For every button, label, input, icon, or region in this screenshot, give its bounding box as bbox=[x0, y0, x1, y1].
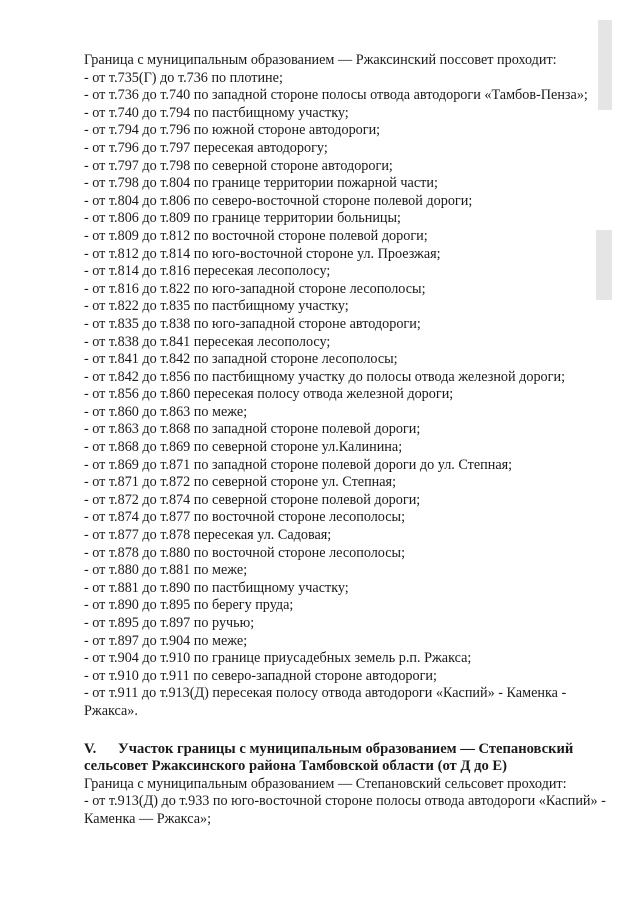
section-number: V. bbox=[84, 740, 97, 757]
boundary-segment: - от т.835 до т.838 по юго-западной стороне автодороги; bbox=[84, 315, 421, 332]
boundary-segment: - от т.877 до т.878 пересекая ул. Садовая; bbox=[84, 527, 332, 544]
boundary-segment: - от т.895 до т.897 по ручью; bbox=[84, 615, 255, 631]
boundary-segment: - от т.822 до т.835 по пастбищному участку; bbox=[84, 298, 349, 315]
boundary-segment: - от т.812 до т.814 по юго-восточной стороне ул. Проезжая; bbox=[84, 245, 441, 262]
boundary-segment: - от т.842 до т.856 по пастбищному участку до полосы отвода железной дороги; bbox=[84, 368, 566, 385]
boundary-segment: - от т.904 до т.910 по границе приусадебных земель р.п. Ржакса; bbox=[84, 650, 472, 667]
section-heading bbox=[84, 741, 614, 776]
boundary-segment: - от т.910 до т.911 по северо-западной стороне автодороги; bbox=[84, 667, 437, 684]
boundary-segment: - от т.868 до т.869 по северной стороне ул.Калинина; bbox=[84, 439, 403, 456]
boundary-segment: - от т.913(Д) до т.933 по юго-восточной стороне полосы отвода автодороги «Каспий» - Каменка — Ржакса»; bbox=[84, 793, 606, 827]
boundary-segment: - от т.794 до т.796 по южной стороне автодороги; bbox=[84, 122, 381, 139]
boundary-segment: - от т.856 до т.860 пересекая полосу отвода железной дороги; bbox=[84, 386, 454, 403]
boundary-segment: - от т.897 до т.904 по меже; bbox=[84, 632, 248, 649]
section-segment-list bbox=[84, 793, 614, 828]
boundary-segment: - от т.871 до т.872 по северной стороне ул. Степная; bbox=[84, 474, 397, 491]
boundary-segment: - от т.798 до т.804 по границе территории пожарной части; bbox=[84, 175, 438, 192]
document-page bbox=[84, 52, 614, 829]
boundary-segment: - от т.797 до т.798 по северной стороне автодороги; bbox=[84, 157, 393, 174]
boundary-segment: - от т.880 до т.881 по меже; bbox=[84, 562, 248, 579]
boundary-segment: - от т.806 до т.809 по границе территории больницы; bbox=[84, 210, 401, 227]
boundary-segment: - от т.869 до т.871 по западной стороне полевой дороги до ул. Степная; bbox=[84, 456, 513, 473]
boundary-segment: - от т.860 до т.863 по меже; bbox=[84, 403, 248, 420]
boundary-segment: - от т.841 до т.842 по западной стороне лесополосы; bbox=[84, 351, 398, 368]
boundary-segment: - от т.911 до т.913(Д) пересекая полосу отвода автодороги «Каспий» - Каменка - Ржакса». bbox=[84, 685, 567, 719]
boundary-segment: - от т.740 до т.794 по пастбищному участку; bbox=[84, 104, 349, 121]
section-title-text: Участок границы с муниципальным образованием — Степановский сельсовет Ржаксинского района Тамбовской области (от Д до Е) bbox=[84, 740, 574, 775]
boundary-segment: - от т.736 до т.740 по западной стороне полосы отвода автодороги «Тамбов-Пенза»; bbox=[84, 87, 588, 104]
boundary-segment: - от т.872 до т.874 по северной стороне полевой дороги; bbox=[84, 491, 421, 508]
boundary-segment: - от т.814 до т.816 пересекая лесополосу; bbox=[84, 263, 331, 280]
boundary-segment: - от т.809 до т.812 по восточной стороне полевой дороги; bbox=[84, 227, 428, 244]
boundary-segment: - от т.863 до т.868 по западной стороне полевой дороги; bbox=[84, 421, 421, 438]
boundary-segment: - от т.816 до т.822 по юго-западной стороне лесополосы; bbox=[84, 280, 426, 297]
boundary-segment: - от т.735(Г) до т.736 по плотине; bbox=[84, 69, 283, 86]
boundary-segment: - от т.796 до т.797 пересекая автодорогу; bbox=[84, 139, 328, 156]
section-intro: Граница с муниципальным образованием — Степановский сельсовет проходит: bbox=[84, 775, 567, 792]
section-spacer bbox=[84, 721, 614, 741]
boundary-segment: - от т.881 до т.890 по пастбищному участку; bbox=[84, 579, 349, 596]
boundary-segment-list bbox=[84, 70, 614, 721]
boundary-segment: - от т.878 до т.880 по восточной стороне лесополосы; bbox=[84, 544, 406, 561]
boundary-segment: - от т.838 до т.841 пересекая лесополосу; bbox=[84, 333, 331, 350]
boundary-segment: - от т.890 до т.895 по берегу пруда; bbox=[84, 597, 294, 614]
boundary-segment: - от т.874 до т.877 по восточной стороне лесополосы; bbox=[84, 509, 406, 526]
boundary-segment: - от т.804 до т.806 по северо-восточной стороне полевой дороги; bbox=[84, 192, 473, 209]
boundary-intro: Граница с муниципальным образованием — Ржаксинский поссовет проходит: bbox=[84, 52, 557, 68]
